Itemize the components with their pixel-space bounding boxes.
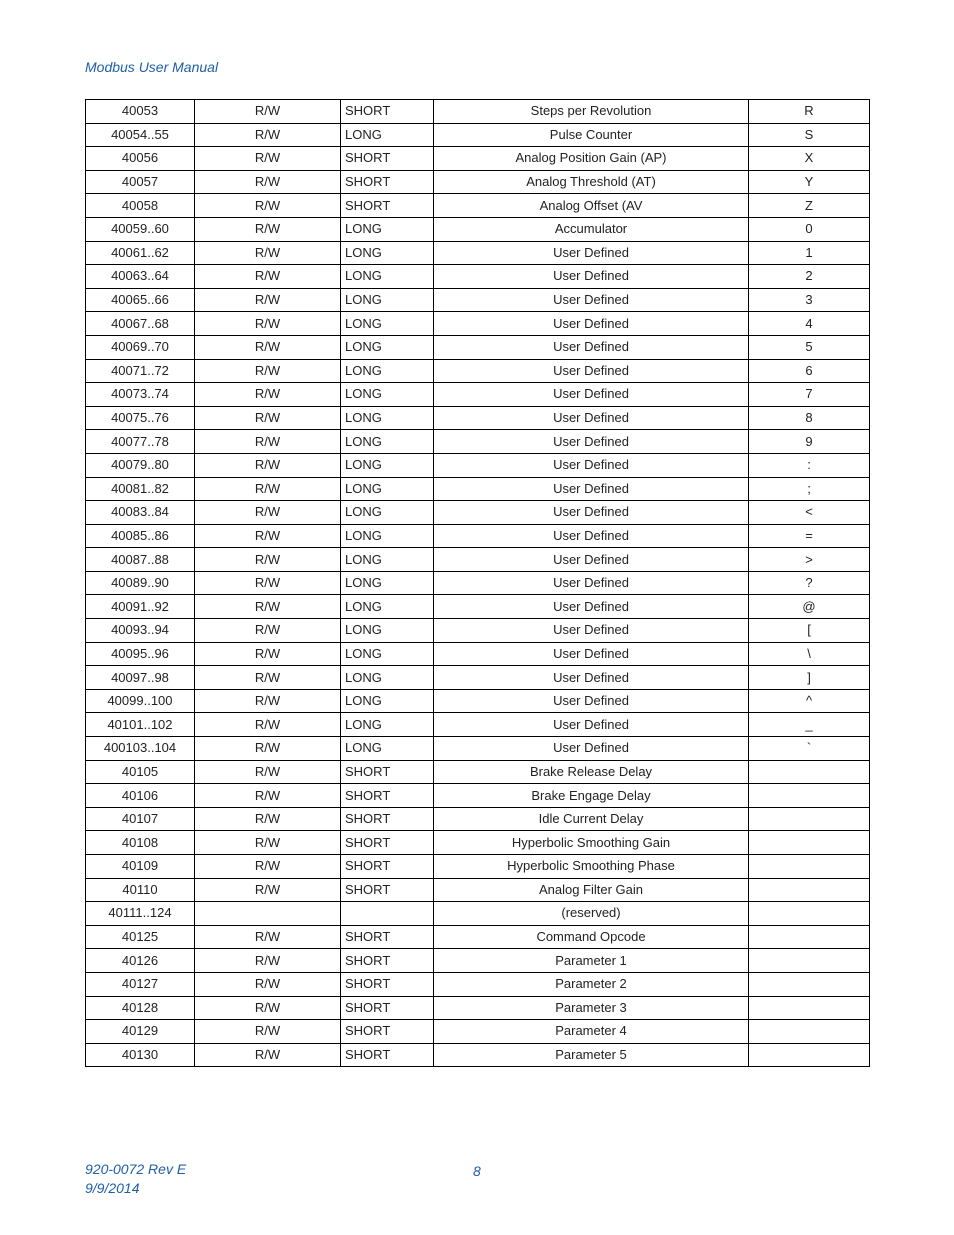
description-cell: User Defined bbox=[434, 501, 749, 525]
data-type-cell: SHORT bbox=[341, 855, 434, 879]
description-cell: User Defined bbox=[434, 689, 749, 713]
table-row bbox=[86, 100, 870, 124]
table-row bbox=[86, 571, 870, 595]
access-cell: R/W bbox=[195, 619, 341, 643]
access-cell: R/W bbox=[195, 878, 341, 902]
data-type-cell: LONG bbox=[341, 453, 434, 477]
data-type-cell: LONG bbox=[341, 265, 434, 289]
description-cell: User Defined bbox=[434, 430, 749, 454]
command-code-cell bbox=[749, 949, 870, 973]
command-code-cell: \ bbox=[749, 642, 870, 666]
description-cell: User Defined bbox=[434, 737, 749, 761]
table-row bbox=[86, 689, 870, 713]
command-code-cell bbox=[749, 760, 870, 784]
register-address-cell: 40126 bbox=[86, 949, 195, 973]
table-row bbox=[86, 595, 870, 619]
data-type-cell: LONG bbox=[341, 288, 434, 312]
register-address-cell: 40087..88 bbox=[86, 548, 195, 572]
table-row bbox=[86, 925, 870, 949]
command-code-cell: 6 bbox=[749, 359, 870, 383]
access-cell: R/W bbox=[195, 406, 341, 430]
description-cell: Analog Offset (AV bbox=[434, 194, 749, 218]
register-address-cell: 40058 bbox=[86, 194, 195, 218]
command-code-cell bbox=[749, 807, 870, 831]
register-table bbox=[85, 99, 870, 1067]
access-cell: R/W bbox=[195, 1020, 341, 1044]
access-cell: R/W bbox=[195, 972, 341, 996]
description-cell: User Defined bbox=[434, 288, 749, 312]
table-row bbox=[86, 359, 870, 383]
table-row bbox=[86, 217, 870, 241]
table-row bbox=[86, 123, 870, 147]
table-row bbox=[86, 642, 870, 666]
table-row bbox=[86, 1043, 870, 1067]
access-cell: R/W bbox=[195, 689, 341, 713]
description-cell: User Defined bbox=[434, 265, 749, 289]
footer-date: 9/9/2014 bbox=[85, 1180, 140, 1196]
command-code-cell: _ bbox=[749, 713, 870, 737]
register-address-cell: 40056 bbox=[86, 147, 195, 171]
data-type-cell: SHORT bbox=[341, 949, 434, 973]
access-cell: R/W bbox=[195, 383, 341, 407]
command-code-cell: Y bbox=[749, 170, 870, 194]
table-row bbox=[86, 855, 870, 879]
description-cell: Brake Engage Delay bbox=[434, 784, 749, 808]
data-type-cell: SHORT bbox=[341, 760, 434, 784]
register-address-cell: 400103..104 bbox=[86, 737, 195, 761]
description-cell: User Defined bbox=[434, 571, 749, 595]
table-row bbox=[86, 406, 870, 430]
command-code-cell bbox=[749, 925, 870, 949]
access-cell: R/W bbox=[195, 571, 341, 595]
command-code-cell: ` bbox=[749, 737, 870, 761]
command-code-cell: 8 bbox=[749, 406, 870, 430]
table-row bbox=[86, 666, 870, 690]
description-cell: User Defined bbox=[434, 453, 749, 477]
access-cell: R/W bbox=[195, 666, 341, 690]
data-type-cell: LONG bbox=[341, 217, 434, 241]
register-address-cell: 40099..100 bbox=[86, 689, 195, 713]
table-row bbox=[86, 831, 870, 855]
register-address-cell: 40111..124 bbox=[86, 902, 195, 926]
command-code-cell: 7 bbox=[749, 383, 870, 407]
register-address-cell: 40106 bbox=[86, 784, 195, 808]
table-row bbox=[86, 807, 870, 831]
description-cell: Parameter 1 bbox=[434, 949, 749, 973]
access-cell: R/W bbox=[195, 501, 341, 525]
command-code-cell: R bbox=[749, 100, 870, 124]
access-cell: R/W bbox=[195, 147, 341, 171]
command-code-cell bbox=[749, 831, 870, 855]
access-cell: R/W bbox=[195, 595, 341, 619]
command-code-cell: 9 bbox=[749, 430, 870, 454]
description-cell: Brake Release Delay bbox=[434, 760, 749, 784]
command-code-cell: < bbox=[749, 501, 870, 525]
register-address-cell: 40130 bbox=[86, 1043, 195, 1067]
access-cell: R/W bbox=[195, 524, 341, 548]
register-address-cell: 40089..90 bbox=[86, 571, 195, 595]
description-cell: Steps per Revolution bbox=[434, 100, 749, 124]
data-type-cell: SHORT bbox=[341, 170, 434, 194]
access-cell: R/W bbox=[195, 949, 341, 973]
command-code-cell: 5 bbox=[749, 335, 870, 359]
table-row bbox=[86, 548, 870, 572]
register-address-cell: 40063..64 bbox=[86, 265, 195, 289]
command-code-cell: ] bbox=[749, 666, 870, 690]
description-cell: User Defined bbox=[434, 619, 749, 643]
description-cell: Idle Current Delay bbox=[434, 807, 749, 831]
table-row bbox=[86, 288, 870, 312]
data-type-cell: SHORT bbox=[341, 925, 434, 949]
table-row bbox=[86, 194, 870, 218]
table-row bbox=[86, 972, 870, 996]
data-type-cell: LONG bbox=[341, 666, 434, 690]
description-cell: User Defined bbox=[434, 666, 749, 690]
access-cell: R/W bbox=[195, 123, 341, 147]
data-type-cell: SHORT bbox=[341, 878, 434, 902]
data-type-cell: SHORT bbox=[341, 784, 434, 808]
register-address-cell: 40129 bbox=[86, 1020, 195, 1044]
access-cell: R/W bbox=[195, 430, 341, 454]
description-cell: User Defined bbox=[434, 595, 749, 619]
table-row bbox=[86, 383, 870, 407]
description-cell: User Defined bbox=[434, 312, 749, 336]
register-address-cell: 40059..60 bbox=[86, 217, 195, 241]
data-type-cell: LONG bbox=[341, 335, 434, 359]
command-code-cell bbox=[749, 1020, 870, 1044]
register-address-cell: 40073..74 bbox=[86, 383, 195, 407]
register-address-cell: 40127 bbox=[86, 972, 195, 996]
register-address-cell: 40095..96 bbox=[86, 642, 195, 666]
access-cell bbox=[195, 902, 341, 926]
table-row bbox=[86, 147, 870, 171]
command-code-cell bbox=[749, 996, 870, 1020]
register-address-cell: 40075..76 bbox=[86, 406, 195, 430]
access-cell: R/W bbox=[195, 1043, 341, 1067]
data-type-cell: LONG bbox=[341, 123, 434, 147]
data-type-cell: LONG bbox=[341, 713, 434, 737]
footer-doc-info bbox=[85, 1160, 186, 1198]
description-cell: User Defined bbox=[434, 359, 749, 383]
data-type-cell: LONG bbox=[341, 619, 434, 643]
data-type-cell: LONG bbox=[341, 642, 434, 666]
register-address-cell: 40091..92 bbox=[86, 595, 195, 619]
register-address-cell: 40057 bbox=[86, 170, 195, 194]
data-type-cell: SHORT bbox=[341, 147, 434, 171]
table-row bbox=[86, 713, 870, 737]
register-table-body bbox=[86, 100, 870, 1067]
access-cell: R/W bbox=[195, 453, 341, 477]
header-title: Modbus User Manual bbox=[85, 59, 219, 75]
table-row bbox=[86, 170, 870, 194]
access-cell: R/W bbox=[195, 642, 341, 666]
access-cell: R/W bbox=[195, 335, 341, 359]
access-cell: R/W bbox=[195, 100, 341, 124]
data-type-cell: LONG bbox=[341, 477, 434, 501]
command-code-cell bbox=[749, 878, 870, 902]
table-row bbox=[86, 902, 870, 926]
register-address-cell: 40125 bbox=[86, 925, 195, 949]
register-address-cell: 40083..84 bbox=[86, 501, 195, 525]
register-address-cell: 40061..62 bbox=[86, 241, 195, 265]
register-address-cell: 40069..70 bbox=[86, 335, 195, 359]
register-address-cell: 40053 bbox=[86, 100, 195, 124]
command-code-cell: X bbox=[749, 147, 870, 171]
description-cell: Hyperbolic Smoothing Gain bbox=[434, 831, 749, 855]
table-row bbox=[86, 784, 870, 808]
register-address-cell: 40054..55 bbox=[86, 123, 195, 147]
data-type-cell: SHORT bbox=[341, 972, 434, 996]
description-cell: User Defined bbox=[434, 241, 749, 265]
data-type-cell: LONG bbox=[341, 312, 434, 336]
description-cell: User Defined bbox=[434, 642, 749, 666]
description-cell: User Defined bbox=[434, 406, 749, 430]
access-cell: R/W bbox=[195, 855, 341, 879]
command-code-cell: Z bbox=[749, 194, 870, 218]
register-address-cell: 40109 bbox=[86, 855, 195, 879]
description-cell: Analog Threshold (AT) bbox=[434, 170, 749, 194]
command-code-cell: : bbox=[749, 453, 870, 477]
description-cell: User Defined bbox=[434, 548, 749, 572]
command-code-cell: 0 bbox=[749, 217, 870, 241]
register-address-cell: 40110 bbox=[86, 878, 195, 902]
data-type-cell: LONG bbox=[341, 595, 434, 619]
register-address-cell: 40105 bbox=[86, 760, 195, 784]
data-type-cell: SHORT bbox=[341, 100, 434, 124]
data-type-cell: LONG bbox=[341, 406, 434, 430]
data-type-cell: SHORT bbox=[341, 194, 434, 218]
table-row bbox=[86, 619, 870, 643]
command-code-cell bbox=[749, 972, 870, 996]
data-type-cell: LONG bbox=[341, 689, 434, 713]
command-code-cell: S bbox=[749, 123, 870, 147]
footer-doc-number: 920-0072 Rev E bbox=[85, 1161, 187, 1177]
data-type-cell: LONG bbox=[341, 501, 434, 525]
data-type-cell: LONG bbox=[341, 524, 434, 548]
table-row bbox=[86, 453, 870, 477]
access-cell: R/W bbox=[195, 312, 341, 336]
description-cell: User Defined bbox=[434, 713, 749, 737]
data-type-cell: LONG bbox=[341, 241, 434, 265]
access-cell: R/W bbox=[195, 737, 341, 761]
table-row bbox=[86, 335, 870, 359]
register-address-cell: 40101..102 bbox=[86, 713, 195, 737]
access-cell: R/W bbox=[195, 194, 341, 218]
table-row bbox=[86, 878, 870, 902]
register-address-cell: 40097..98 bbox=[86, 666, 195, 690]
description-cell: Accumulator bbox=[434, 217, 749, 241]
table-row bbox=[86, 477, 870, 501]
access-cell: R/W bbox=[195, 760, 341, 784]
register-address-cell: 40107 bbox=[86, 807, 195, 831]
data-type-cell: LONG bbox=[341, 737, 434, 761]
access-cell: R/W bbox=[195, 265, 341, 289]
description-cell: Parameter 2 bbox=[434, 972, 749, 996]
description-cell: Hyperbolic Smoothing Phase bbox=[434, 855, 749, 879]
table-row bbox=[86, 501, 870, 525]
table-row bbox=[86, 241, 870, 265]
description-cell: Analog Position Gain (AP) bbox=[434, 147, 749, 171]
register-address-cell: 40108 bbox=[86, 831, 195, 855]
access-cell: R/W bbox=[195, 359, 341, 383]
data-type-cell: SHORT bbox=[341, 1020, 434, 1044]
command-code-cell bbox=[749, 1043, 870, 1067]
access-cell: R/W bbox=[195, 831, 341, 855]
table-row bbox=[86, 760, 870, 784]
page-number: 8 bbox=[473, 1163, 481, 1179]
table-row bbox=[86, 524, 870, 548]
data-type-cell: LONG bbox=[341, 548, 434, 572]
access-cell: R/W bbox=[195, 925, 341, 949]
command-code-cell: = bbox=[749, 524, 870, 548]
description-cell: User Defined bbox=[434, 335, 749, 359]
command-code-cell: @ bbox=[749, 595, 870, 619]
table-row bbox=[86, 312, 870, 336]
data-type-cell: LONG bbox=[341, 571, 434, 595]
access-cell: R/W bbox=[195, 217, 341, 241]
register-address-cell: 40067..68 bbox=[86, 312, 195, 336]
data-type-cell: LONG bbox=[341, 359, 434, 383]
register-address-cell: 40085..86 bbox=[86, 524, 195, 548]
command-code-cell bbox=[749, 902, 870, 926]
access-cell: R/W bbox=[195, 784, 341, 808]
register-address-cell: 40093..94 bbox=[86, 619, 195, 643]
command-code-cell: 2 bbox=[749, 265, 870, 289]
register-address-cell: 40065..66 bbox=[86, 288, 195, 312]
description-cell: Parameter 3 bbox=[434, 996, 749, 1020]
register-address-cell: 40077..78 bbox=[86, 430, 195, 454]
data-type-cell: SHORT bbox=[341, 1043, 434, 1067]
data-type-cell: LONG bbox=[341, 383, 434, 407]
access-cell: R/W bbox=[195, 241, 341, 265]
command-code-cell: ? bbox=[749, 571, 870, 595]
description-cell: Analog Filter Gain bbox=[434, 878, 749, 902]
command-code-cell: > bbox=[749, 548, 870, 572]
register-address-cell: 40071..72 bbox=[86, 359, 195, 383]
description-cell: Command Opcode bbox=[434, 925, 749, 949]
access-cell: R/W bbox=[195, 170, 341, 194]
description-cell: Parameter 4 bbox=[434, 1020, 749, 1044]
command-code-cell: 1 bbox=[749, 241, 870, 265]
table-row bbox=[86, 996, 870, 1020]
access-cell: R/W bbox=[195, 713, 341, 737]
access-cell: R/W bbox=[195, 288, 341, 312]
access-cell: R/W bbox=[195, 477, 341, 501]
command-code-cell: ; bbox=[749, 477, 870, 501]
access-cell: R/W bbox=[195, 807, 341, 831]
description-cell: User Defined bbox=[434, 477, 749, 501]
table-row bbox=[86, 430, 870, 454]
table-row bbox=[86, 265, 870, 289]
access-cell: R/W bbox=[195, 548, 341, 572]
data-type-cell: LONG bbox=[341, 430, 434, 454]
data-type-cell: SHORT bbox=[341, 807, 434, 831]
description-cell: (reserved) bbox=[434, 902, 749, 926]
table-row bbox=[86, 949, 870, 973]
register-address-cell: 40079..80 bbox=[86, 453, 195, 477]
description-cell: User Defined bbox=[434, 524, 749, 548]
command-code-cell: 3 bbox=[749, 288, 870, 312]
description-cell: Pulse Counter bbox=[434, 123, 749, 147]
data-type-cell: SHORT bbox=[341, 996, 434, 1020]
register-address-cell: 40081..82 bbox=[86, 477, 195, 501]
table-row bbox=[86, 1020, 870, 1044]
command-code-cell bbox=[749, 855, 870, 879]
description-cell: Parameter 5 bbox=[434, 1043, 749, 1067]
command-code-cell: ^ bbox=[749, 689, 870, 713]
command-code-cell bbox=[749, 784, 870, 808]
access-cell: R/W bbox=[195, 996, 341, 1020]
table-row bbox=[86, 737, 870, 761]
description-cell: User Defined bbox=[434, 383, 749, 407]
data-type-cell bbox=[341, 902, 434, 926]
data-type-cell: SHORT bbox=[341, 831, 434, 855]
register-address-cell: 40128 bbox=[86, 996, 195, 1020]
command-code-cell: [ bbox=[749, 619, 870, 643]
command-code-cell: 4 bbox=[749, 312, 870, 336]
